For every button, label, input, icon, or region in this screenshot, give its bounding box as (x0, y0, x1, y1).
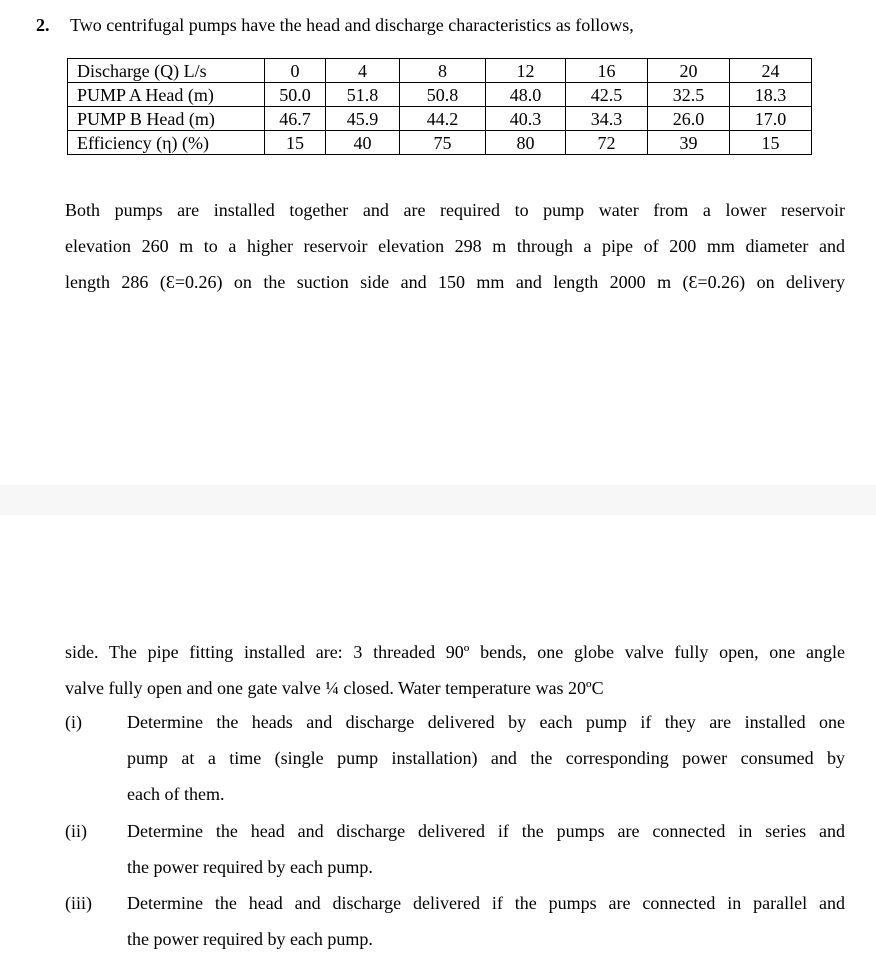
table-cell: 16 (566, 59, 648, 83)
question-title: Two centrifugal pumps have the head and discharge characteristics as follows, (70, 15, 634, 35)
table-cell: 80 (486, 131, 566, 155)
table-cell: 24 (730, 59, 812, 83)
sub-question-line: Determine the head and discharge delivered if the pumps are connected in series and (127, 821, 845, 841)
row-label: Efficiency (η) (%) (68, 131, 265, 155)
row-label: Discharge (Q) L/s (68, 59, 265, 83)
sub-question-text (127, 704, 845, 812)
sub-question-label: (i) (65, 712, 82, 732)
table-cell: 44.2 (400, 107, 486, 131)
sub-question-text (127, 813, 845, 885)
problem-paragraph-2 (65, 634, 845, 706)
paragraph-line: valve fully open and one gate valve ¼ closed. Water temperature was 20ºC (65, 678, 604, 698)
row-label: PUMP B Head (m) (68, 107, 265, 131)
sub-question-line: each of them. (127, 784, 225, 804)
table-cell: 0 (265, 59, 326, 83)
table-cell: 46.7 (265, 107, 326, 131)
table-cell: 4 (326, 59, 400, 83)
table-row (68, 131, 812, 155)
problem-paragraph-1 (65, 192, 845, 300)
sub-question-line: Determine the heads and discharge delivered by each pump if they are installed one (127, 712, 845, 732)
table-cell: 40 (326, 131, 400, 155)
table-cell: 18.3 (730, 83, 812, 107)
paragraph-line: side. The pipe fitting installed are: 3 threaded 90º bends, one globe valve fully open, one angle (65, 642, 845, 662)
sub-question-line: Determine the head and discharge delivered if the pumps are connected in parallel and (127, 893, 845, 913)
table-cell: 39 (648, 131, 730, 155)
question-heading (36, 12, 634, 38)
sub-question-line: pump at a time (single pump installation) and the corresponding power consumed by (127, 748, 845, 768)
table-cell: 75 (400, 131, 486, 155)
table-cell: 40.3 (486, 107, 566, 131)
sub-question-label: (ii) (65, 821, 87, 841)
paragraph-line: length 286 (Ɛ=0.26) on the suction side and 150 mm and length 2000 m (Ɛ=0.26) on delivery (65, 272, 845, 292)
table-cell: 15 (730, 131, 812, 155)
table-cell: 50.8 (400, 83, 486, 107)
sub-question-text (127, 885, 845, 957)
page-break-band (0, 485, 876, 515)
table-cell: 48.0 (486, 83, 566, 107)
sub-question-label: (iii) (65, 893, 92, 913)
table-cell: 42.5 (566, 83, 648, 107)
table-cell: 32.5 (648, 83, 730, 107)
pump-characteristics-table (67, 58, 812, 155)
row-label: PUMP A Head (m) (68, 83, 265, 107)
sub-question-line: the power required by each pump. (127, 929, 373, 949)
table-cell: 72 (566, 131, 648, 155)
question-number: 2. (36, 15, 50, 35)
paragraph-line: Both pumps are installed together and are required to pump water from a lower reservoir (65, 200, 845, 220)
table-cell: 50.0 (265, 83, 326, 107)
table-cell: 15 (265, 131, 326, 155)
table-row (68, 83, 812, 107)
table-cell: 26.0 (648, 107, 730, 131)
table-cell: 45.9 (326, 107, 400, 131)
table-cell: 51.8 (326, 83, 400, 107)
table-cell: 12 (486, 59, 566, 83)
table-cell: 8 (400, 59, 486, 83)
table-row (68, 59, 812, 83)
table-row (68, 107, 812, 131)
table-cell: 17.0 (730, 107, 812, 131)
table-cell: 20 (648, 59, 730, 83)
sub-question-line: the power required by each pump. (127, 857, 373, 877)
paragraph-line: elevation 260 m to a higher reservoir elevation 298 m through a pipe of 200 mm diameter and (65, 236, 845, 256)
table-cell: 34.3 (566, 107, 648, 131)
